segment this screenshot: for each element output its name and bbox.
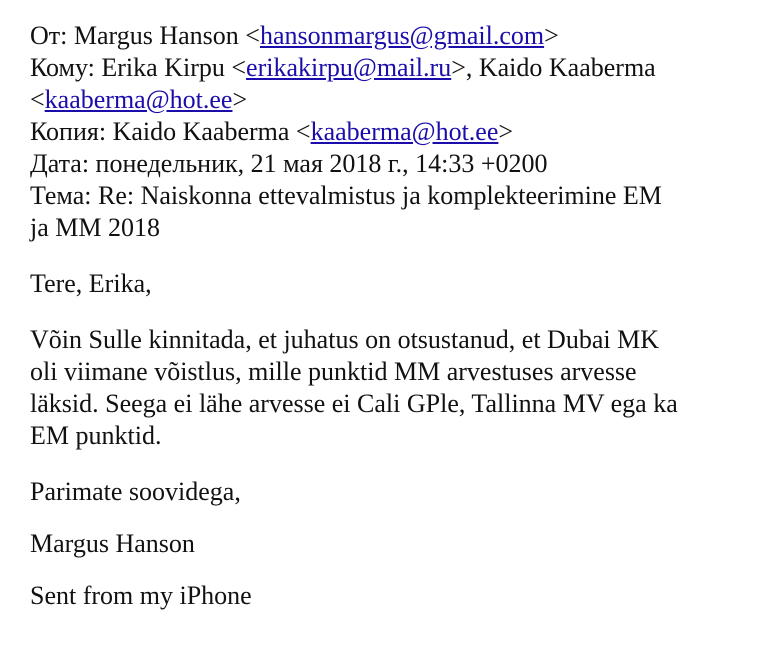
to-name-2: Kaido Kaaberma bbox=[478, 53, 656, 82]
to-line: Кому: Erika Kirpu <erikakirpu@mail.ru>, Kaido Kaaberma bbox=[30, 53, 656, 82]
spacer bbox=[30, 452, 750, 476]
cc-name: Kaido Kaaberma bbox=[112, 117, 290, 146]
message-line-2: oli viimane võistlus, mille punktid MM arvestuses arvesse bbox=[30, 357, 637, 386]
subject-label: Тема: bbox=[30, 181, 92, 210]
message-line-1: Võin Sulle kinnitada, et juhatus on otsustanud, et Dubai MK bbox=[30, 325, 659, 354]
cc-line: Копия: Kaido Kaaberma <kaaberma@hot.ee> bbox=[30, 117, 514, 146]
signature: Margus Hanson bbox=[30, 529, 195, 558]
date-line bbox=[30, 148, 750, 180]
cc-label: Копия: bbox=[30, 117, 107, 146]
greeting: Tere, Erika, bbox=[30, 269, 152, 298]
subject-text-1: Re: Naiskonna ettevalmistus ja komplekteerimine EM bbox=[97, 181, 662, 210]
subject-line-continued bbox=[30, 212, 750, 244]
spacer bbox=[30, 244, 750, 268]
to-email-link-1[interactable]: erikakirpu@mail.ru bbox=[246, 53, 452, 82]
date-value: понедельник, 21 мая 2018 г., 14:33 +0200 bbox=[95, 149, 548, 178]
from-name: Margus Hanson bbox=[73, 21, 239, 50]
from-email-link[interactable]: hansonmargus@gmail.com bbox=[259, 21, 545, 50]
date-label: Дата: bbox=[30, 149, 90, 178]
spacer bbox=[30, 300, 750, 324]
from-label: От: bbox=[30, 21, 68, 50]
message-line-4: EM punktid. bbox=[30, 421, 162, 450]
closing: Parimate soovidega, bbox=[30, 477, 241, 506]
message-line-3: läksid. Seega ei lähe arvesse ei Cali GPle, Tallinna MV ega ka bbox=[30, 389, 678, 418]
subject-text-2: ja MM 2018 bbox=[30, 213, 160, 242]
subject-line bbox=[30, 180, 750, 212]
message-paragraph bbox=[30, 324, 750, 452]
sent-from-footer: Sent from my iPhone bbox=[30, 581, 252, 610]
cc-email-link[interactable]: kaaberma@hot.ee bbox=[310, 117, 499, 146]
to-line-continued: <kaaberma@hot.ee> bbox=[30, 85, 248, 114]
from-line: От: Margus Hanson <hansonmargus@gmail.com> bbox=[30, 21, 559, 50]
to-label: Кому: bbox=[30, 53, 95, 82]
to-name-1: Erika Kirpu bbox=[101, 53, 225, 82]
to-email-link-2[interactable]: kaaberma@hot.ee bbox=[44, 85, 233, 114]
email-message bbox=[30, 20, 750, 612]
